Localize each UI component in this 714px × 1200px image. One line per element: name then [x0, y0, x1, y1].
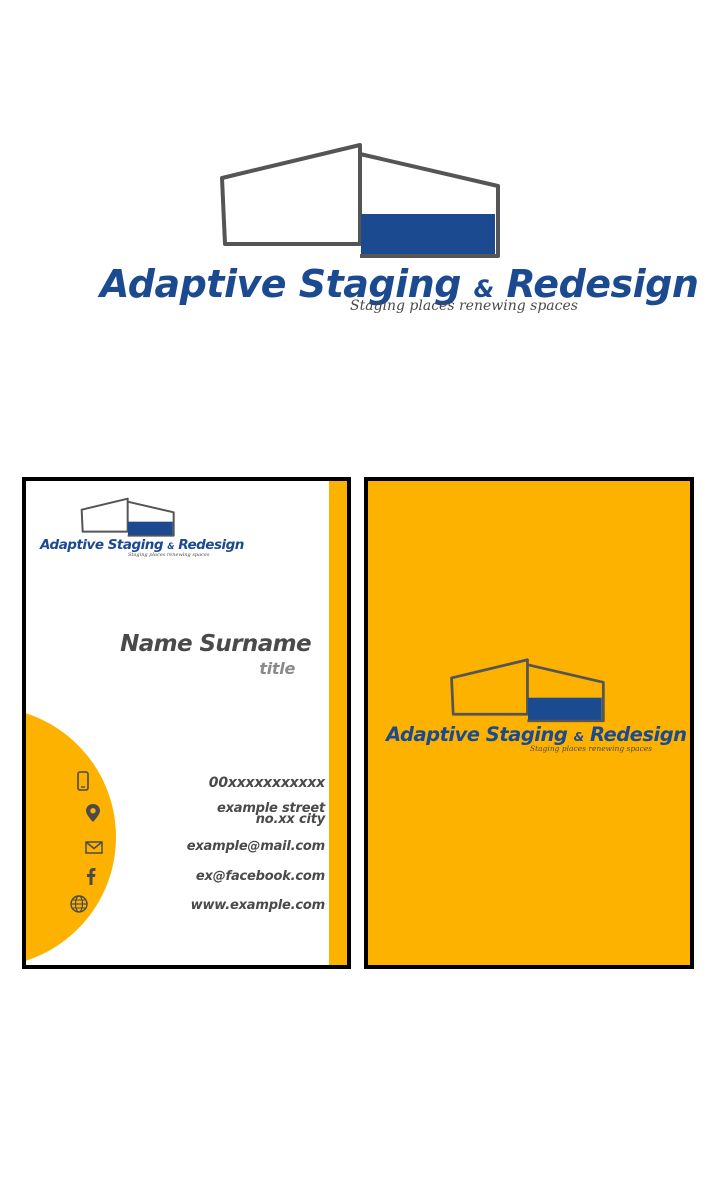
- address-line2: no.xx city: [255, 812, 325, 827]
- brand-tagline: Staging places renewing spaces: [128, 552, 210, 558]
- person-title: title: [259, 659, 295, 678]
- phone-number: 00xxxxxxxxxxx: [208, 775, 325, 791]
- envelope-icon: [84, 837, 104, 857]
- email-address: example@mail.com: [186, 839, 325, 854]
- card-side-stripe: [329, 481, 347, 965]
- brand-tagline: Staging places renewing spaces: [350, 298, 578, 314]
- card-back-logo: [384, 657, 687, 757]
- facebook-icon: [81, 866, 101, 886]
- card-logo: [36, 497, 244, 567]
- brand-name: Adaptive Staging & Redesign: [100, 262, 699, 306]
- website-address: www.example.com: [190, 898, 325, 913]
- phone-icon: [73, 771, 93, 791]
- brand-tagline: Staging places renewing spaces: [530, 744, 653, 753]
- house-outline-icon: [450, 657, 606, 723]
- main-logo: [90, 140, 699, 330]
- person-name: Name Surname: [120, 631, 311, 657]
- globe-icon: [69, 894, 89, 914]
- facebook-address: ex@facebook.com: [195, 869, 325, 884]
- business-card-front: [22, 477, 351, 969]
- house-outline-icon: [220, 140, 502, 260]
- brand-name: Adaptive Staging & Redesign: [40, 537, 244, 553]
- address-line1: example street: [216, 801, 325, 816]
- house-outline-icon: [80, 497, 176, 537]
- business-card-back: [364, 477, 694, 969]
- brand-name: Adaptive Staging & Redesign: [386, 723, 687, 746]
- location-pin-icon: [83, 803, 103, 823]
